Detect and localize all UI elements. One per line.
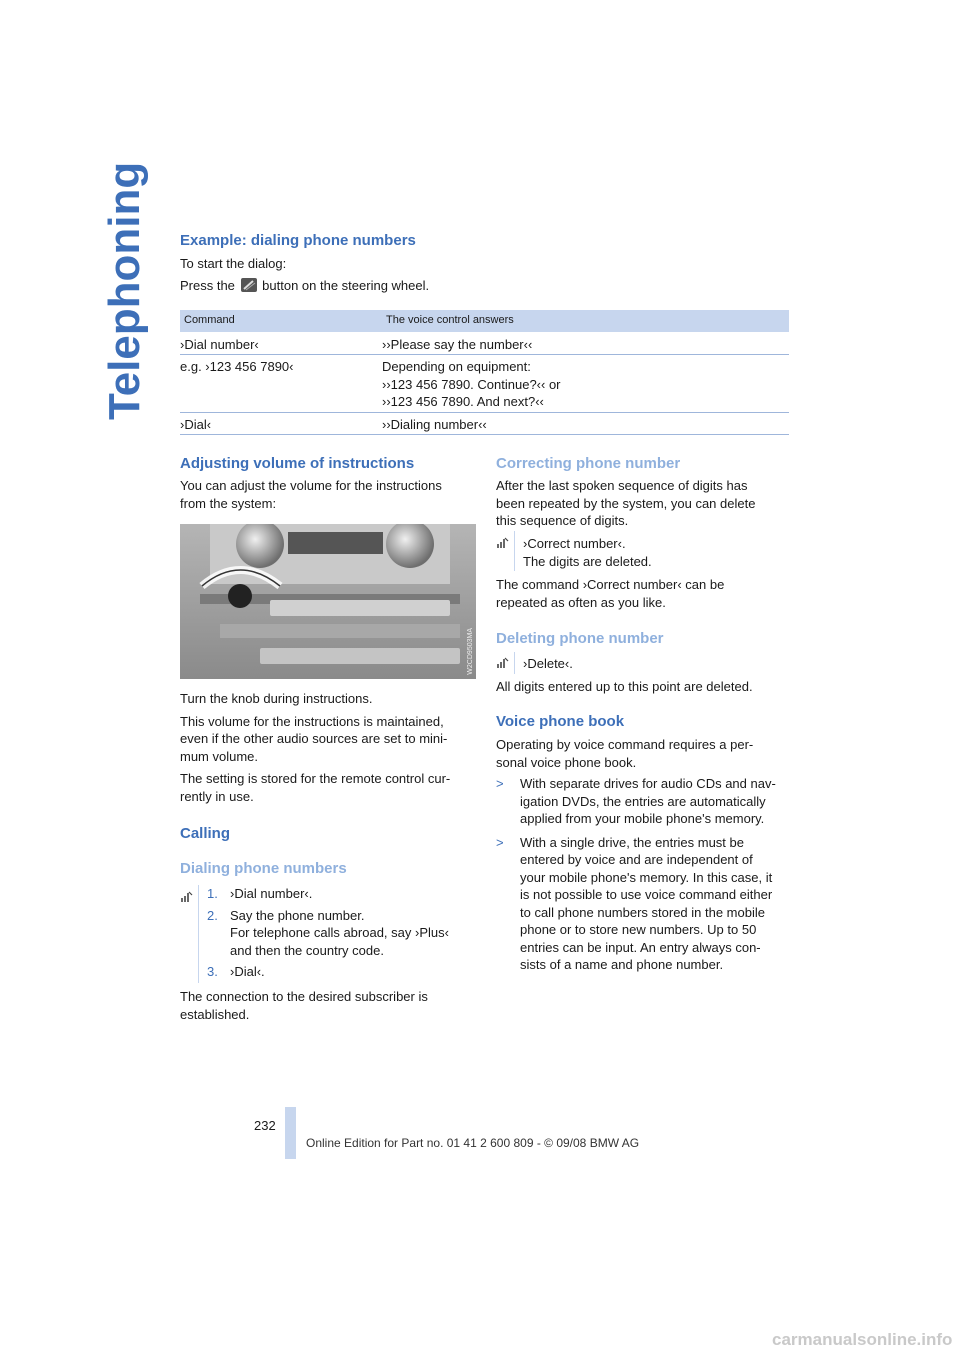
correcting-heading: Correcting phone number — [496, 455, 681, 472]
table-header-answer: The voice control answers — [386, 314, 514, 326]
example-intro: To start the dialog: — [180, 256, 287, 271]
steering-wheel-voice-button-icon — [241, 278, 257, 292]
table-divider — [180, 434, 789, 435]
example-heading: Example: dialing phone numbers — [180, 232, 416, 249]
voice-command-icon — [496, 536, 510, 550]
table-header — [180, 310, 789, 332]
phonebook-heading: Voice phone book — [496, 713, 625, 730]
voice-command-icon — [496, 656, 510, 670]
list-item: 3. ›Dial‹. — [207, 964, 265, 979]
example-press-line: Press the button on the steering wheel. — [180, 278, 430, 293]
voice-command-icon — [180, 890, 194, 904]
control-panel-photo — [180, 524, 476, 679]
dialing-subheading: Dialing phone numbers — [180, 860, 347, 877]
footer-text: Online Edition for Part no. 01 41 2 600 809 - © 09/08 BMW AG — [306, 1136, 640, 1150]
table-divider — [180, 412, 789, 413]
list-item: > With a single drive, the entries must be entered by voice and are independent of your mobile phone's memory. In this case, it is not possible to use voice command either to call phone numbers stored in the mobile phone or to store new numbers. Up to 50 entries can be input. An entry always con- sists of a name and phone number. — [496, 834, 773, 972]
dialing-steps — [207, 885, 477, 981]
volume-heading: Adjusting volume of instructions — [180, 455, 415, 472]
table-divider — [180, 354, 789, 355]
step-bar — [198, 885, 199, 983]
command-bar — [514, 652, 515, 674]
page-number: 232 — [254, 1118, 276, 1133]
watermark: carmanualsonline.info — [772, 1330, 953, 1349]
side-title: Telephoning — [100, 161, 149, 420]
delete-command: ›Delete‹. — [523, 656, 573, 671]
photo-code: W2CD9503MA — [467, 628, 474, 675]
table-header-command: Command — [184, 314, 235, 326]
calling-heading: Calling — [180, 825, 231, 842]
deleting-heading: Deleting phone number — [496, 630, 664, 647]
footer-bar — [285, 1107, 296, 1159]
list-item: 1. ›Dial number‹. — [207, 886, 313, 901]
delete-result: All digits entered up to this point are deleted. — [496, 679, 753, 694]
phonebook-bullets — [496, 775, 791, 974]
command-bar — [514, 531, 515, 571]
list-item: 2. Say the phone number. For telephone calls abroad, say ›Plus‹ and then the country code. — [207, 907, 449, 958]
list-item: > With separate drives for audio CDs and nav- igation DVDs, the entries are automatically applied from your mobile phone's memory. — [496, 776, 776, 826]
